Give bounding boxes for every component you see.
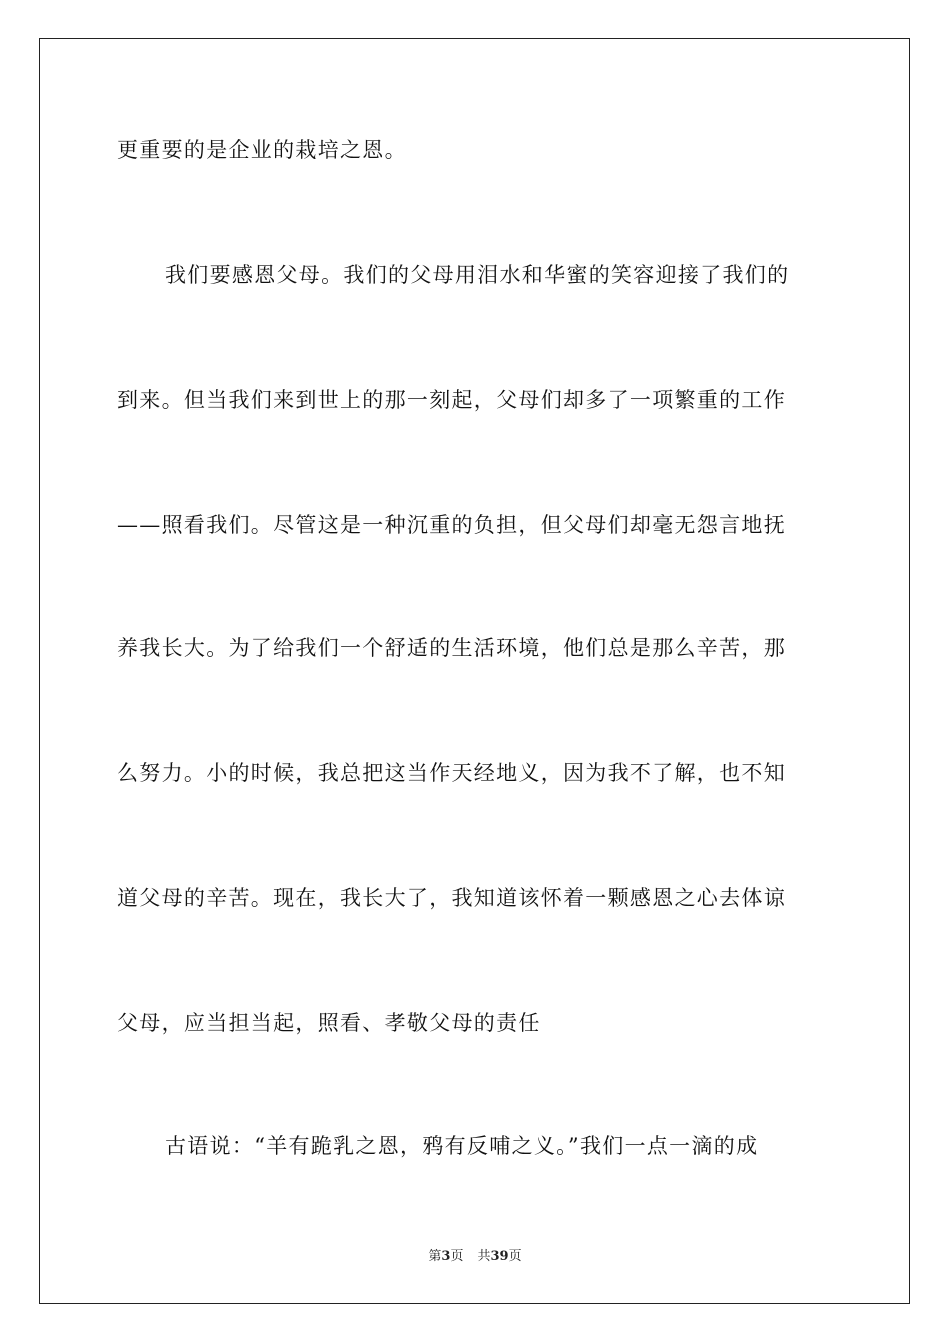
text-line-7: 道父母的辛苦。现在，我长大了，我知道该怀着一颗感恩之心去体谅 — [117, 886, 786, 910]
text-line-4: ——照看我们。尽管这是一种沉重的负担，但父母们却毫无怨言地抚 — [117, 513, 786, 537]
text-line-3: 到来。但当我们来到世上的那一刻起，父母们却多了一项繁重的工作 — [117, 388, 786, 412]
text-line-5: 养我长大。为了给我们一个舒适的生活环境，他们总是那么辛苦，那 — [117, 636, 786, 660]
text-line-1: 更重要的是企业的栽培之恩。 — [117, 138, 407, 162]
page-suffix: 页 — [450, 1249, 464, 1264]
total-suffix: 页 — [508, 1249, 522, 1264]
paragraph-start-line-2: 古语说：“羊有跪乳之恩，鸦有反哺之义。”我们一点一滴的成 — [165, 1134, 759, 1158]
text-line-8: 父母，应当担当起，照看、孝敬父母的责任 — [117, 1011, 541, 1035]
page-border — [39, 38, 910, 1304]
paragraph-start-line: 我们要感恩父母。我们的父母用泪水和华蜜的笑容迎接了我们的 — [165, 263, 790, 287]
page-prefix: 第 — [428, 1249, 442, 1264]
total-pages: 39 — [490, 1249, 509, 1264]
page-number: 3 — [441, 1249, 451, 1264]
text-line-6: 么努力。小的时候，我总把这当作天经地义，因为我不了解，也不知 — [117, 761, 786, 785]
total-prefix: 共 — [477, 1249, 491, 1264]
page-footer — [0, 1248, 950, 1266]
